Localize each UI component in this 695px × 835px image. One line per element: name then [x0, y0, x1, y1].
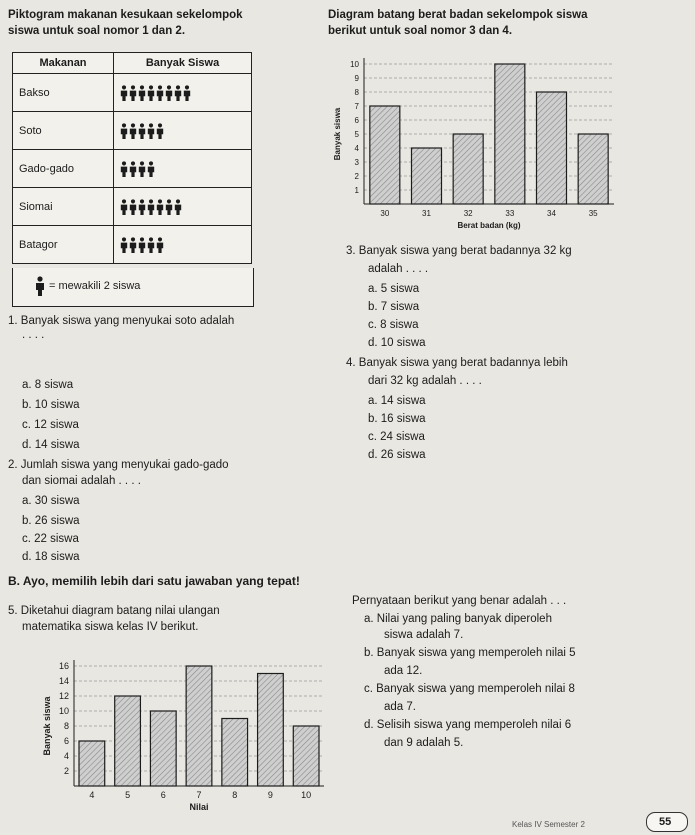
- table-row: [13, 74, 252, 112]
- y-tick-label: 2: [354, 172, 359, 181]
- y-axis-label: Banyak siswa: [333, 107, 342, 161]
- student-icons: [114, 150, 252, 188]
- student-icon: [156, 199, 164, 214]
- food-name: Soto: [13, 112, 114, 150]
- question-5-prompt: Pernyataan berikut yang benar adalah . . .: [352, 595, 567, 607]
- y-tick-label: 10: [350, 60, 359, 69]
- section-b-heading: B. Ayo, memilih lebih dari satu jawaban yang tepat!: [8, 574, 300, 588]
- student-icon: [35, 276, 45, 296]
- x-tick-label: 35: [588, 209, 598, 218]
- y-tick-label: 2: [63, 766, 69, 776]
- x-axis-label: Berat badan (kg): [457, 221, 521, 230]
- q5-option-a-cont: siswa adalah 7.: [384, 629, 464, 641]
- student-icon: [156, 237, 164, 252]
- y-tick-label: 7: [354, 102, 359, 111]
- q5-option-d-cont: dan 9 adalah 5.: [384, 737, 464, 749]
- q5-option-b: b. Banyak siswa yang memperoleh nilai 5: [364, 647, 576, 659]
- question-3-text: 3. Banyak siswa yang berat badannya 32 kg: [346, 245, 572, 257]
- table-row: [13, 226, 252, 264]
- student-icons: [114, 226, 252, 264]
- food-name: Gado-gado: [13, 150, 114, 188]
- bar: [453, 134, 483, 204]
- table-header-count: Banyak Siswa: [114, 53, 252, 74]
- student-icon: [120, 85, 128, 100]
- q4-option-d: d. 26 siswa: [368, 449, 426, 461]
- student-icon: [138, 237, 146, 252]
- table-header-food: Makanan: [13, 53, 114, 74]
- weight-bar-chart: [328, 52, 628, 242]
- q3-option-b: b. 7 siswa: [368, 301, 420, 313]
- q5-option-c: c. Banyak siswa yang memperoleh nilai 8: [364, 683, 575, 695]
- q2-option-a: a. 30 siswa: [22, 495, 80, 507]
- bar: [293, 726, 319, 786]
- q2-option-d: d. 18 siswa: [22, 551, 80, 563]
- y-tick-label: 8: [354, 88, 359, 97]
- y-tick-label: 5: [354, 130, 359, 139]
- pictogram-title-line2: siswa untuk soal nomor 1 dan 2.: [8, 25, 186, 37]
- student-icon: [147, 237, 155, 252]
- y-tick-label: 6: [63, 736, 69, 746]
- y-tick-label: 16: [58, 661, 69, 671]
- q2-option-c: c. 22 siswa: [22, 533, 79, 545]
- x-tick-label: 9: [267, 790, 273, 800]
- x-tick-label: 8: [232, 790, 238, 800]
- student-icon: [138, 161, 146, 176]
- student-icon: [174, 85, 182, 100]
- x-tick-label: 31: [422, 209, 431, 218]
- q1-option-a: a. 8 siswa: [22, 379, 74, 391]
- y-tick-label: 10: [58, 706, 69, 716]
- food-name: Bakso: [13, 74, 114, 112]
- q5-option-b-cont: ada 12.: [384, 665, 423, 677]
- student-icon: [120, 237, 128, 252]
- x-tick-label: 10: [301, 790, 312, 800]
- q5-option-d: d. Selisih siswa yang memperoleh nilai 6: [364, 719, 572, 731]
- question-5-text: 5. Diketahui diagram batang nilai ulangan: [8, 605, 220, 617]
- q1-option-d: d. 14 siswa: [22, 439, 80, 451]
- student-icon: [129, 199, 137, 214]
- q3-option-c: c. 8 siswa: [368, 319, 419, 331]
- x-tick-label: 34: [547, 209, 556, 218]
- y-tick-label: 9: [354, 74, 359, 83]
- student-icon: [174, 199, 182, 214]
- y-tick-label: 8: [63, 721, 69, 731]
- y-tick-label: 12: [58, 691, 69, 701]
- table-row: [13, 112, 252, 150]
- bar-chart-title-line1: Diagram batang berat badan sekelompok siswa: [328, 9, 588, 21]
- student-icon: [156, 85, 164, 100]
- food-name: Batagor: [13, 226, 114, 264]
- q3-option-d: d. 10 siswa: [368, 337, 426, 349]
- y-tick-label: 3: [354, 158, 359, 167]
- y-tick-label: 4: [63, 751, 69, 761]
- student-icons: [114, 74, 252, 112]
- page-number: 55: [659, 816, 672, 828]
- student-icons: [114, 112, 252, 150]
- bar: [115, 696, 141, 786]
- bar: [537, 92, 567, 204]
- student-icon: [138, 123, 146, 138]
- y-tick-label: 6: [354, 116, 359, 125]
- student-icon: [147, 123, 155, 138]
- student-icon: [129, 237, 137, 252]
- question-1-text: 1. Banyak siswa yang menyukai soto adalah: [8, 315, 235, 327]
- y-tick-label: 14: [58, 676, 69, 686]
- q5-option-a: a. Nilai yang paling banyak diperoleh: [364, 613, 552, 625]
- student-icon: [156, 123, 164, 138]
- student-icon: [183, 85, 191, 100]
- student-icon: [147, 161, 155, 176]
- x-tick-label: 4: [89, 790, 95, 800]
- x-tick-label: 5: [125, 790, 131, 800]
- q2-option-b: b. 26 siswa: [22, 515, 80, 527]
- table-row: [13, 150, 252, 188]
- bar: [186, 666, 212, 786]
- food-name: Siomai: [13, 188, 114, 226]
- bar: [495, 64, 525, 204]
- student-icon: [129, 85, 137, 100]
- x-tick-label: 32: [463, 209, 473, 218]
- student-icon: [138, 85, 146, 100]
- student-icon: [165, 199, 173, 214]
- question-2-text: 2. Jumlah siswa yang menyukai gado-gado: [8, 459, 229, 471]
- y-axis-label: Banyak siswa: [42, 696, 52, 756]
- x-tick-label: 6: [160, 790, 166, 800]
- student-icons: [114, 188, 252, 226]
- bar: [150, 711, 176, 786]
- question-4-text: 4. Banyak siswa yang berat badannya lebih: [346, 357, 568, 369]
- student-icon: [165, 85, 173, 100]
- question-5-text-cont: matematika siswa kelas IV berikut.: [22, 621, 199, 633]
- x-tick-label: 30: [380, 209, 390, 218]
- legend-text: = mewakili 2 siswa: [49, 280, 141, 292]
- question-1-text-cont: . . . .: [22, 329, 45, 341]
- table-row: [13, 188, 252, 226]
- student-icon: [147, 85, 155, 100]
- q1-option-c: c. 12 siswa: [22, 419, 79, 431]
- footer-text: Kelas IV Semester 2: [512, 820, 585, 829]
- question-3-text-cont: adalah . . . .: [368, 263, 429, 275]
- q4-option-a: a. 14 siswa: [368, 395, 426, 407]
- bar-chart-title-line2: berikut untuk soal nomor 3 dan 4.: [328, 25, 513, 37]
- question-4-text-cont: dari 32 kg adalah . . . .: [368, 375, 482, 387]
- bar: [79, 741, 105, 786]
- student-icon: [129, 161, 137, 176]
- x-axis-label: Nilai: [189, 802, 209, 812]
- y-tick-label: 4: [354, 144, 359, 153]
- q4-option-b: b. 16 siswa: [368, 413, 426, 425]
- student-icon: [120, 123, 128, 138]
- bar: [370, 106, 400, 204]
- q3-option-a: a. 5 siswa: [368, 283, 420, 295]
- student-icon: [129, 123, 137, 138]
- q1-option-b: b. 10 siswa: [22, 399, 80, 411]
- x-tick-label: 33: [505, 209, 515, 218]
- bar: [222, 719, 248, 787]
- student-icon: [120, 199, 128, 214]
- score-bar-chart: [40, 640, 340, 828]
- page-number-badge: [646, 812, 688, 832]
- bar: [258, 674, 284, 787]
- question-2-text-cont: dan siomai adalah . . . .: [22, 475, 141, 487]
- bar: [412, 148, 442, 204]
- student-icon: [120, 161, 128, 176]
- x-tick-label: 7: [196, 790, 202, 800]
- q4-option-c: c. 24 siswa: [368, 431, 425, 443]
- pictogram-legend: [12, 268, 254, 307]
- pictogram-title-line1: Piktogram makanan kesukaan sekelompok: [8, 9, 243, 21]
- q5-option-c-cont: ada 7.: [384, 701, 416, 713]
- bar: [578, 134, 608, 204]
- pictogram-table: [12, 52, 252, 264]
- student-icon: [138, 199, 146, 214]
- y-tick-label: 1: [354, 186, 359, 195]
- student-icon: [147, 199, 155, 214]
